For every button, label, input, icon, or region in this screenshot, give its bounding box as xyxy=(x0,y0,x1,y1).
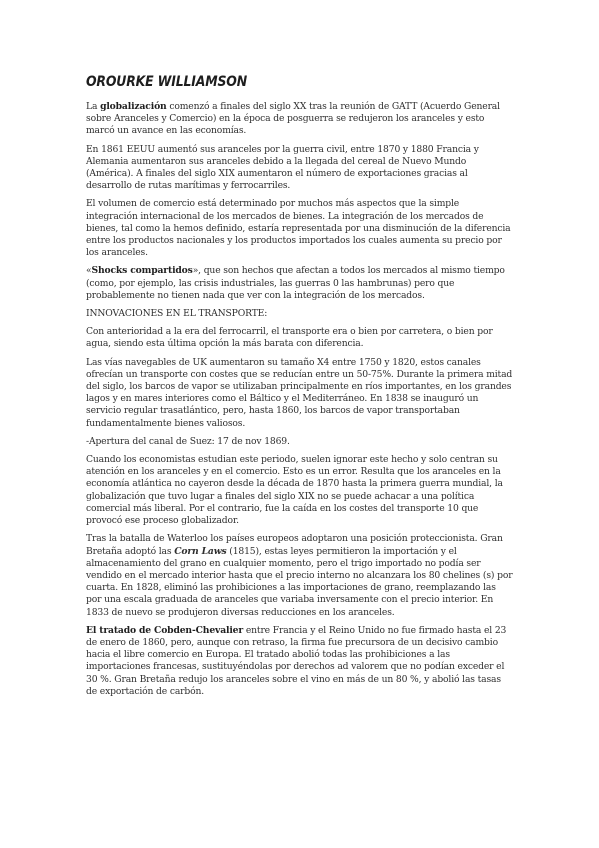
paragraph-aranceles-1861: En 1861 EEUU aumentó sus aranceles por la guerra civil, entre 1870 y 1880 Francia y Alemania aumentaron sus aranceles debido a la llegada del cereal de Nuevo Mundo (América). A finales del siglo XIX aumentaron el número de exportaciones gracias al desarrollo de rutas marítimas y ferrocarriles. xyxy=(86,143,479,192)
p9-corn-laws: Corn Laws xyxy=(174,545,227,557)
p1-pre: La xyxy=(86,101,101,112)
p9-pre: Tras la batalla de Waterloo los países europeos adoptaron una posición proteccionista. Gran Bretaña adoptó las xyxy=(86,533,503,557)
paragraph-canal-suez: -Apertura del canal de Suez: 17 de nov 1869. xyxy=(86,435,290,447)
paragraph-globalizacion xyxy=(86,101,513,138)
p10-post: entre Francia y el Reino Unido no fue firmado hasta el 23 de enero de 1860, pero, aunque con retraso, la firma fue precursora de un decisivo cambio hacia el libre comercio en Europa. El tratado abolió todas las prohibiciones a las importaciones francesas, sustituyéndolas por derechos ad valorem que no podían exceder el 30 %. Gran Bretaña redujo los aranceles sobre el vino en más de un 80 %, y abolió las tasas de exportación de carbón. xyxy=(86,624,507,697)
paragraph-shocks xyxy=(86,265,513,302)
p1-bold-term: globalización xyxy=(100,101,167,112)
paragraph-cobden-chevalier xyxy=(86,625,513,698)
paragraph-waterloo xyxy=(86,533,513,618)
p1-post: comenzó a finales del siglo XX tras la reunión de GATT (Acuerdo General sobre Aranceles y Comercio) en la época de posguerra se redujeron los aranceles y esto marcó un avance en las economías. xyxy=(86,101,500,137)
document-title: OROURKE WILLIAMSON xyxy=(86,74,247,90)
p4-pre: « xyxy=(86,265,92,277)
paragraph-ferrocarril: Con anterioridad a la era del ferrocarril, el transporte era o bien por carretera, o bien por agua, siendo esta última opción la más barata con diferencia. xyxy=(86,326,493,350)
p4-bold-term: Shocks compartidos xyxy=(91,265,193,277)
p9-post: (1815), estas leyes permitieron la importación y el almacenamiento del grano en cualquier momento, pero el trigo importado no podía ser vendido en el mercado interior hasta que el precio interno no alcanzara los 80 chelines (s) por cuarta. En 1828, eliminó las prohibiciones a las importaciones de grano, reemplazando las por una escala graduada de aranceles que variaba inversamente con el precio interior. En 1833 de nuevo se produjeron diversas reducciones en los aranceles. xyxy=(86,545,513,618)
paragraph-economistas: Cuando los economistas estudian este periodo, suelen ignorar este hecho y solo centran su atención en los aranceles y en el comercio. Esto es un error. Resulta que los aranceles en la economía atlántica no cayeron desde la década de 1870 hasta la primera guerra mundial, la globalización que tuvo lugar a finales del siglo XIX no se puede achacar a una política comercial más liberal. Por el contrario, fue la caída en los costes del transporte 10 que provocó ese proceso globalizador. xyxy=(86,454,503,527)
p4-post: », que son hechos que afectan a todos los mercados al mismo tiempo (como, por ejemplo, las crisis industriales, las guerras 0 las hambrunas) pero que probablemente no tienen nada que ver con la integración de los mercados. xyxy=(86,265,505,301)
p10-bold-term: El tratado de Cobden-Chevalier xyxy=(86,624,244,636)
paragraph-vias-navegables: Las vías navegables de UK aumentaron su tamaño X4 entre 1750 y 1820, estos canales ofrecían un transporte con costes que se reducían entre un 50-75%. Durante la primera mitad del siglo, los barcos de vapor se utilizaban principalmente en ríos importantes, en los grandes lagos y en mares interiores como el Báltico y el Mediterráneo. En 1838 se inauguró un servicio regular trasatlántico, pero, hasta 1860, los barcos de vapor transportaban fundamentalmente bienes valiosos. xyxy=(86,356,513,429)
section-heading-transporte: INNOVACIONES EN EL TRANSPORTE: xyxy=(86,308,268,320)
paragraph-volumen-comercio: El volumen de comercio está determinado por muchos más aspectos que la simple integración internacional de los mercados de bienes. La integración de los mercados de bienes, tal como la hemos definido, estaría representada por una disminución de la diferencia entre los productos nacionales y los productos importados los cuales aumenta su precio por los aranceles. xyxy=(86,198,511,259)
